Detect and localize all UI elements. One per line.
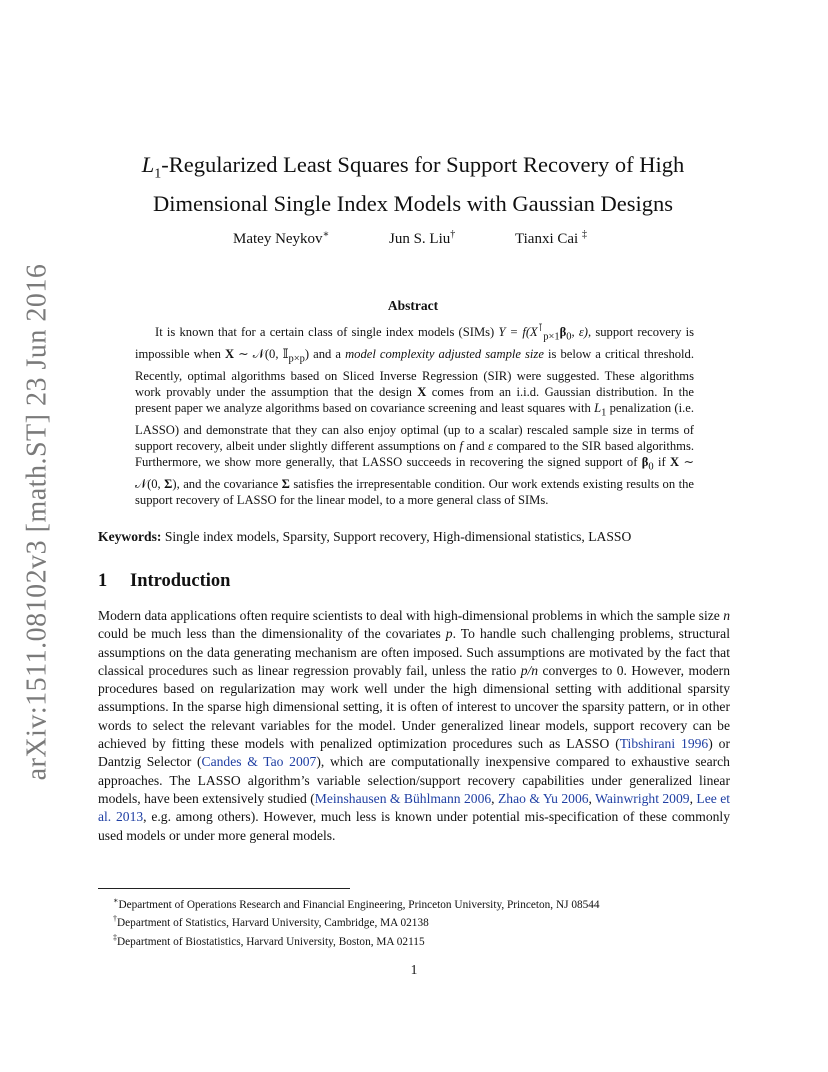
section-title: Introduction xyxy=(130,571,231,591)
citation-link[interactable]: Candes & Tao 2007 xyxy=(201,754,317,770)
citation-link[interactable]: Lee et al. 2013 xyxy=(98,790,731,825)
author-cai: Tianxi Cai ‡ xyxy=(515,229,587,247)
footnote-item: †Department of Statistics, Harvard University, Cambridge, MA 02138 xyxy=(113,914,429,930)
citation-link[interactable]: Wainwright 2009 xyxy=(595,790,690,806)
arxiv-stamp-text: arXiv:1511.08102v3 [math.ST] 23 Jun 2016 xyxy=(21,263,53,781)
title-line-2: Dimensional Single Index Models with Gaussian Designs xyxy=(153,190,673,216)
abstract-text: It is known that for a certain class of single index models (SIMs) $Y = f(X^⊺_{p\times 1}\beta_0$, ε), support recovery is impossible when X ∼ 𝒩(0, 𝕀$_{p\times p}$) and a model complexity adjusted sample size is below a critical threshold. Recently, optimal algorithms based on Sliced Inverse Regression (SIR) were suggested. These algorithms work provably under the assumption that the design X comes from an i.i.d. Gaussian distribution. In the present paper we analyze algorithms based on covariance screening and least squares with $L_1$ penalization (i.e. LASSO) and demonstrate that they can also enjoy optimal (up to a scalar) rescaled sample size in terms of support recovery, albeit under slightly different assumptions on f and ε compared to the SIR based algorithms. Furthermore, we show more generally, that LASSO succeeds in recovering the signed support of $\beta_0$ if X ∼ 𝒩(0, Σ), and the covariance Σ satisfies the irrepresentable condition. Our work extends existing results on the support recovery of LASSO for the linear model, to a more general class of SIMs. xyxy=(135,323,695,508)
keywords-text: Single index models, Sparsity, Support recovery, High-dimensional statistics, LASSO xyxy=(161,529,632,544)
section-heading-introduction xyxy=(98,571,230,592)
footnote-item: ‡Department of Biostatistics, Harvard University, Boston, MA 02115 xyxy=(113,932,425,948)
author-liu: Jun S. Liu† xyxy=(389,229,456,247)
footnotes xyxy=(113,894,733,949)
footnote-item: ∗Department of Operations Research and Financial Engineering, Princeton University, Princeton, NJ 08544 xyxy=(113,896,600,911)
citation-link[interactable]: Tibshirani 1996 xyxy=(619,736,709,752)
abstract-heading: Abstract xyxy=(387,298,439,313)
paper-title xyxy=(98,150,728,218)
keywords-label: Keywords: xyxy=(98,529,162,544)
author-neykov: Matey Neykov∗ xyxy=(233,229,330,247)
citation-link[interactable]: Meinshausen & Bühlmann 2006 xyxy=(314,790,492,806)
arxiv-stamp xyxy=(12,263,62,781)
title-line-1: $L_1$-Regularized Least Squares for Support Recovery of High xyxy=(141,152,685,182)
keywords xyxy=(98,528,733,545)
introduction-paragraph: Modern data applications often require scientists to deal with high-dimensional problems in which the sample size n could be much less than the dimensionality of the covariates p. To handle such challenging problems, structural assumptions on the data generating mechanism are often imposed. Such assumptions are motivated by the fact that classical procedures such as linear regression provably fail, unless the ratio p/n converges to 0. However, modern procedures based on regularization may work well under the high dimensional setting with additional sparsity assumptions. In the sparse high dimensional setting, it is often of interest to uncover the sparsity pattern, or in other words to select the relevant variables for the model. Under generalized linear models, support recovery can be achieved by fitting these models with penalized optimization procedures such as LASSO (Tibshirani 1996) or Dantzig Selector (Candes & Tao 2007), which are computationally inexpensive compared to exhaustive search approaches. The LASSO algorithm’s variable selection/support recovery capabilities under generalized linear models, have been extensively studied (Meinshausen & Bühlmann 2006, Zhao & Yu 2006, Wainwright 2009, Lee et al. 2013, e.g. among others). However, much less is known under potential mis-specification of these commonly used models or under more general models. xyxy=(98,608,731,843)
footnote-divider xyxy=(98,888,350,889)
section-number: 1 xyxy=(98,571,108,591)
citation-link[interactable]: Zhao & Yu 2006 xyxy=(498,790,589,806)
page-number: 1 xyxy=(410,962,418,977)
